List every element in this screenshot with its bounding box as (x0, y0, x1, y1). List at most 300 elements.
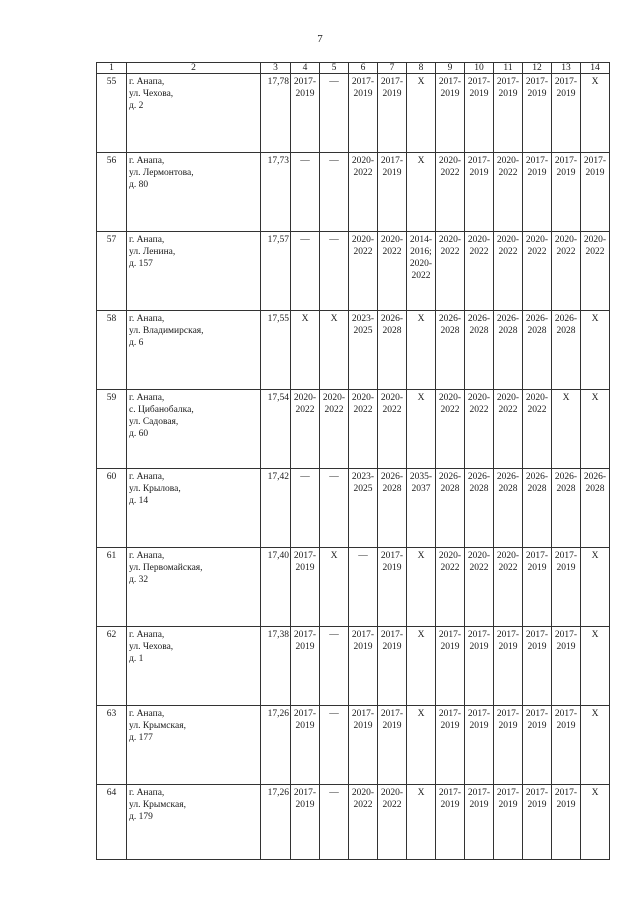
column-number-cell: 11 (494, 63, 523, 74)
table-body (97, 63, 610, 860)
period-cell (320, 232, 349, 311)
period-line: 2020- (496, 393, 520, 403)
period-cell (378, 390, 407, 469)
period-line: 2022 (382, 247, 402, 257)
period-line: 2017- (467, 77, 491, 87)
period-line: 2019 (382, 89, 402, 99)
period-line: — (329, 788, 339, 798)
period-line: 2022 (469, 563, 489, 573)
value-cell: 17,57 (261, 232, 291, 311)
period-line: X (417, 77, 425, 87)
period-line: X (330, 314, 338, 324)
period-line: — (329, 472, 339, 482)
column-number-row (97, 63, 610, 74)
period-line: — (300, 156, 310, 166)
period-line: 2020- (467, 551, 491, 561)
value-cell: 17,42 (261, 469, 291, 548)
period-line: 2037 (411, 484, 431, 494)
period-line: 2019 (295, 721, 315, 731)
value-cell: 17,55 (261, 311, 291, 390)
period-cell (436, 706, 465, 785)
column-number-cell: 3 (261, 63, 291, 74)
period-line: 2022 (498, 405, 518, 415)
period-line: 2026- (438, 314, 462, 324)
period-cell (494, 390, 523, 469)
period-line: 2020- (351, 788, 375, 798)
period-line: 2028 (469, 484, 489, 494)
period-cell (291, 785, 320, 860)
period-line: 2017- (380, 709, 404, 719)
period-line: 2022 (353, 800, 373, 810)
address-line: ул. Крымская, (129, 800, 186, 810)
period-line: 2028 (527, 326, 547, 336)
period-line: 2020- (496, 156, 520, 166)
period-line: 2022 (527, 405, 547, 415)
period-cell (494, 548, 523, 627)
period-line: 2020- (467, 393, 491, 403)
value-cell: 17,78 (261, 74, 291, 153)
table-row (97, 548, 610, 627)
period-line: 2028 (440, 326, 460, 336)
period-line: X (417, 709, 425, 719)
period-line: 2017- (554, 156, 578, 166)
period-line: 2019 (295, 642, 315, 652)
address-line: д. 80 (129, 180, 149, 190)
period-line: 2019 (556, 563, 576, 573)
address-line: д. 14 (129, 496, 149, 506)
period-line: 2028 (556, 484, 576, 494)
period-line: 2028 (382, 484, 402, 494)
period-cell (494, 706, 523, 785)
period-line: 2019 (295, 800, 315, 810)
period-line: 2019 (440, 800, 460, 810)
address-line: г. Анапа, (129, 472, 165, 482)
period-line: 2028 (585, 484, 605, 494)
period-line: X (591, 630, 599, 640)
period-cell (320, 153, 349, 232)
period-line: 2022 (498, 168, 518, 178)
period-line: X (591, 393, 599, 403)
period-line: X (591, 709, 599, 719)
period-line: 2017- (293, 551, 317, 561)
table-row (97, 232, 610, 311)
period-cell (465, 548, 494, 627)
period-cell (378, 232, 407, 311)
period-line: 2020- (351, 156, 375, 166)
period-cell (320, 627, 349, 706)
period-line: 2019 (440, 89, 460, 99)
period-line: 2019 (382, 168, 402, 178)
period-cell (407, 74, 436, 153)
period-line: 2026- (554, 314, 578, 324)
address-line: д. 157 (129, 259, 153, 269)
period-cell (523, 548, 552, 627)
period-line: 2017- (525, 551, 549, 561)
period-line: — (300, 235, 310, 245)
period-line: X (330, 551, 338, 561)
period-line: 2022 (295, 405, 315, 415)
column-number-cell: 12 (523, 63, 552, 74)
period-cell (436, 74, 465, 153)
period-line: — (329, 709, 339, 719)
period-line: 2020- (380, 788, 404, 798)
period-cell (581, 706, 610, 785)
period-cell (436, 548, 465, 627)
period-line: 2026- (467, 472, 491, 482)
address-line: д. 6 (129, 338, 144, 348)
address-line: ул. Садовая, (129, 417, 179, 427)
period-cell (523, 469, 552, 548)
period-cell (494, 74, 523, 153)
period-line: — (329, 77, 339, 87)
period-cell (581, 785, 610, 860)
period-line: 2020- (525, 235, 549, 245)
period-line: 2020- (496, 235, 520, 245)
period-cell (407, 153, 436, 232)
period-line: 2017- (438, 788, 462, 798)
period-line: 2017- (554, 551, 578, 561)
period-cell (349, 469, 378, 548)
period-cell (349, 311, 378, 390)
period-line: — (329, 630, 339, 640)
period-cell (523, 390, 552, 469)
period-line: 2019 (556, 800, 576, 810)
address-cell (127, 74, 261, 153)
period-line: 2022 (411, 271, 431, 281)
period-cell (552, 153, 581, 232)
period-line: 2019 (556, 642, 576, 652)
period-line: 2020- (525, 393, 549, 403)
period-line: 2017- (438, 77, 462, 87)
period-cell (320, 785, 349, 860)
period-cell (465, 311, 494, 390)
period-line: 2019 (382, 721, 402, 731)
period-cell (320, 469, 349, 548)
period-cell (436, 153, 465, 232)
period-cell (320, 548, 349, 627)
period-cell (552, 469, 581, 548)
period-line: 2017- (351, 630, 375, 640)
period-cell (465, 627, 494, 706)
period-line: 2019 (527, 168, 547, 178)
period-line: 2017- (525, 77, 549, 87)
column-number-cell: 1 (97, 63, 127, 74)
period-line: — (329, 156, 339, 166)
column-number-cell: 5 (320, 63, 349, 74)
period-cell (581, 469, 610, 548)
address-line: г. Анапа, (129, 314, 165, 324)
row-number-cell: 60 (97, 469, 127, 548)
period-line: 2017- (467, 788, 491, 798)
period-cell (378, 311, 407, 390)
period-line: 2019 (556, 168, 576, 178)
period-cell (552, 627, 581, 706)
period-line: 2017- (554, 709, 578, 719)
period-line: 2028 (556, 326, 576, 336)
period-line: 2017- (467, 709, 491, 719)
row-number-cell: 55 (97, 74, 127, 153)
period-cell (494, 153, 523, 232)
period-cell (407, 469, 436, 548)
period-line: 2019 (469, 721, 489, 731)
table-row (97, 785, 610, 860)
period-cell (523, 232, 552, 311)
period-line: 2019 (295, 563, 315, 573)
period-line: 2026- (496, 314, 520, 324)
value-cell: 17,26 (261, 785, 291, 860)
period-line: 2017- (351, 77, 375, 87)
row-number-cell: 57 (97, 232, 127, 311)
period-cell (552, 232, 581, 311)
table-row (97, 469, 610, 548)
period-line: 2026- (583, 472, 607, 482)
period-line: 2026- (380, 314, 404, 324)
period-cell (320, 74, 349, 153)
address-line: д. 179 (129, 812, 153, 822)
period-line: 2022 (440, 168, 460, 178)
schedule-table (96, 62, 610, 860)
period-line: 2022 (324, 405, 344, 415)
period-line: 2020- (554, 235, 578, 245)
period-cell (465, 706, 494, 785)
period-line: 2020- (322, 393, 346, 403)
period-line: — (300, 472, 310, 482)
table-row (97, 74, 610, 153)
period-cell (523, 153, 552, 232)
period-cell (494, 627, 523, 706)
period-cell (436, 311, 465, 390)
column-number-cell: 6 (349, 63, 378, 74)
period-line: 2022 (382, 405, 402, 415)
period-line: 2019 (353, 642, 373, 652)
table-row (97, 153, 610, 232)
period-line: 2019 (382, 563, 402, 573)
period-cell (581, 311, 610, 390)
period-line: 2019 (295, 89, 315, 99)
address-line: д. 2 (129, 101, 144, 111)
period-line: 2019 (527, 563, 547, 573)
period-line: X (417, 393, 425, 403)
period-line: 2017- (438, 709, 462, 719)
address-line: г. Анапа, (129, 630, 165, 640)
period-line: 2016; (410, 247, 432, 257)
period-cell (291, 232, 320, 311)
period-line: 2022 (469, 247, 489, 257)
period-line: 2019 (527, 800, 547, 810)
period-line: 2026- (438, 472, 462, 482)
period-cell (494, 311, 523, 390)
period-cell (378, 627, 407, 706)
period-line: 2022 (556, 247, 576, 257)
period-line: 2026- (380, 472, 404, 482)
value-cell: 17,26 (261, 706, 291, 785)
period-cell (291, 469, 320, 548)
period-line: 2017- (554, 630, 578, 640)
period-line: 2019 (527, 89, 547, 99)
period-cell (552, 390, 581, 469)
address-cell (127, 232, 261, 311)
period-line: X (417, 788, 425, 798)
period-line: 2028 (498, 484, 518, 494)
period-cell (465, 232, 494, 311)
table-row (97, 390, 610, 469)
row-number-cell: 56 (97, 153, 127, 232)
period-cell (436, 469, 465, 548)
period-line: 2017- (554, 788, 578, 798)
period-cell (349, 153, 378, 232)
address-cell (127, 153, 261, 232)
period-line: 2020- (438, 235, 462, 245)
column-number-cell: 10 (465, 63, 494, 74)
column-number-cell: 14 (581, 63, 610, 74)
value-cell: 17,54 (261, 390, 291, 469)
value-cell: 17,73 (261, 153, 291, 232)
period-cell (407, 706, 436, 785)
period-cell (436, 785, 465, 860)
period-line: 2019 (469, 89, 489, 99)
period-cell (291, 311, 320, 390)
address-line: д. 1 (129, 654, 144, 664)
period-line: 2019 (556, 89, 576, 99)
period-line: 2026- (467, 314, 491, 324)
address-cell (127, 706, 261, 785)
period-line: 2020- (438, 156, 462, 166)
address-cell (127, 311, 261, 390)
address-line: ул. Крымская, (129, 721, 186, 731)
address-cell (127, 627, 261, 706)
period-line: X (301, 314, 309, 324)
address-cell (127, 548, 261, 627)
period-line: 2017- (380, 156, 404, 166)
period-line: 2019 (353, 721, 373, 731)
period-line: 2035- (409, 472, 433, 482)
address-cell (127, 469, 261, 548)
period-cell (436, 232, 465, 311)
period-line: 2017- (380, 551, 404, 561)
period-line: 2022 (382, 800, 402, 810)
period-line: 2028 (382, 326, 402, 336)
row-number-cell: 61 (97, 548, 127, 627)
period-cell (291, 153, 320, 232)
period-cell (349, 232, 378, 311)
period-line: 2023- (351, 314, 375, 324)
period-cell (465, 74, 494, 153)
address-line: г. Анапа, (129, 235, 165, 245)
row-number-cell: 64 (97, 785, 127, 860)
period-line: 2017- (554, 77, 578, 87)
column-number-cell: 2 (127, 63, 261, 74)
period-line: 2023- (351, 472, 375, 482)
period-line: X (591, 551, 599, 561)
period-cell (349, 548, 378, 627)
table-row (97, 627, 610, 706)
period-line: 2025 (353, 484, 373, 494)
period-line: 2020- (583, 235, 607, 245)
period-line: 2017- (496, 788, 520, 798)
address-line: д. 177 (129, 733, 153, 743)
period-cell (436, 627, 465, 706)
period-line: 2017- (293, 77, 317, 87)
period-line: 2019 (353, 89, 373, 99)
period-line: 2020- (496, 551, 520, 561)
period-cell (581, 153, 610, 232)
period-cell (552, 311, 581, 390)
address-line: ул. Крылова, (129, 484, 181, 494)
period-cell (407, 785, 436, 860)
period-line: 2020- (293, 393, 317, 403)
period-line: 2019 (527, 721, 547, 731)
period-line: 2017- (525, 156, 549, 166)
period-line: 2017- (467, 630, 491, 640)
address-line: г. Анапа, (129, 156, 165, 166)
period-cell (407, 627, 436, 706)
period-cell (378, 153, 407, 232)
period-cell (407, 311, 436, 390)
period-line: 2020- (467, 235, 491, 245)
period-line: 2025 (353, 326, 373, 336)
address-line: г. Анапа, (129, 788, 165, 798)
address-line: д. 60 (129, 429, 149, 439)
period-line: 2028 (498, 326, 518, 336)
address-line: д. 32 (129, 575, 149, 585)
period-line: X (591, 314, 599, 324)
period-line: 2019 (498, 642, 518, 652)
period-cell (378, 469, 407, 548)
period-cell (378, 785, 407, 860)
period-cell (291, 706, 320, 785)
period-cell (291, 627, 320, 706)
period-cell (291, 548, 320, 627)
period-line: 2017- (380, 77, 404, 87)
column-number-cell: 9 (436, 63, 465, 74)
period-line: 2017- (293, 630, 317, 640)
address-line: г. Анапа, (129, 709, 165, 719)
address-cell (127, 785, 261, 860)
period-cell (465, 469, 494, 548)
period-line: 2020- (409, 259, 433, 269)
address-cell (127, 390, 261, 469)
period-cell (349, 785, 378, 860)
period-cell (581, 232, 610, 311)
period-cell (581, 74, 610, 153)
page-number: 7 (317, 33, 323, 45)
period-cell (494, 785, 523, 860)
row-number-cell: 59 (97, 390, 127, 469)
period-line: 2017- (525, 709, 549, 719)
period-cell (407, 548, 436, 627)
period-line: X (417, 156, 425, 166)
period-line: — (358, 551, 368, 561)
period-cell (378, 706, 407, 785)
period-line: 2022 (498, 247, 518, 257)
period-cell (349, 74, 378, 153)
address-line: г. Анапа, (129, 77, 165, 87)
row-number-cell: 58 (97, 311, 127, 390)
period-cell (291, 390, 320, 469)
period-line: 2020- (380, 393, 404, 403)
period-line: 2017- (293, 709, 317, 719)
period-cell (552, 548, 581, 627)
period-line: 2017- (351, 709, 375, 719)
period-line: 2019 (440, 721, 460, 731)
period-line: X (562, 393, 570, 403)
period-line: 2017- (293, 788, 317, 798)
value-cell: 17,40 (261, 548, 291, 627)
period-line: 2020- (438, 551, 462, 561)
address-line: ул. Владимирская, (129, 326, 204, 336)
period-cell (494, 232, 523, 311)
period-line: 2017- (525, 630, 549, 640)
